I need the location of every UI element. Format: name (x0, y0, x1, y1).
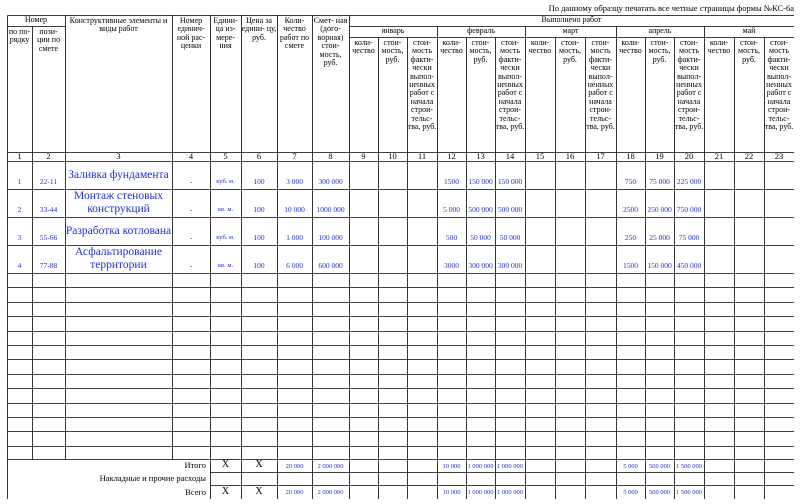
vsego-feb-qty: 10 000 (442, 489, 461, 497)
row-apr-cost: 25 000 (649, 233, 670, 243)
column-number: 18 (626, 152, 635, 161)
column-number: 1 (17, 152, 22, 161)
row-unit: куб. м. (216, 233, 235, 241)
column-number: 4 (188, 152, 194, 161)
month-january: январь (381, 26, 405, 36)
row-feb-qty: 3000 (444, 261, 459, 271)
column-number: 23 (774, 152, 784, 161)
row-apr-fact: 75 000 (678, 233, 700, 243)
vsego-label: Всего (185, 486, 206, 497)
row-rate: - (189, 261, 193, 271)
hdr-po-poryadku: по по- рядку (8, 27, 31, 45)
row-feb-qty: 1500 (444, 177, 459, 187)
row-apr-cost: 150 000 (647, 261, 672, 271)
row-rate: - (189, 177, 193, 187)
row-feb-cost: 50 000 (470, 233, 491, 243)
column-number: 10 (388, 152, 397, 161)
row-apr-cost: 75 000 (649, 177, 670, 187)
row-feb-cost: 500 000 (468, 205, 493, 215)
sub-cost-feb: стои- мость, руб. (469, 38, 492, 64)
hdr-qty: Коли- чество работ по смете (279, 16, 310, 51)
row-cost: 100 000 (318, 233, 343, 243)
itogo-apr-fact: 1 500 000 (676, 463, 702, 471)
row-feb-fact: 150 000 (497, 177, 523, 187)
column-number: 2 (46, 152, 51, 161)
hdr-rascenka: Номер единич- ной рас- ценки (176, 16, 206, 51)
page-note: По данному образцу печатать все четные страницы формы №КС-6а (548, 3, 794, 13)
row-number: 2 (17, 205, 22, 215)
row-position: 77-88 (39, 261, 58, 271)
column-number: 21 (714, 152, 724, 161)
sub-cost-may: стои- мость, руб. (738, 38, 760, 64)
hdr-done: Выполнено работ (541, 15, 602, 25)
hdr-elements: Конструктивные элементы и виды работ (69, 16, 168, 34)
row-apr-qty: 2500 (623, 205, 638, 215)
sub-qty-mar: коли- чество (528, 38, 552, 56)
column-number: 5 (223, 152, 228, 161)
row-position: 55-66 (39, 233, 58, 243)
month-march: март (562, 26, 579, 36)
row-feb-fact: 500 000 (497, 205, 523, 215)
column-number: 19 (655, 152, 664, 161)
itogo-apr-qty: 5 000 (623, 463, 638, 471)
row-price: 100 (253, 205, 265, 215)
sub-qty-may: коли- чество (707, 38, 731, 56)
month-may: май (742, 26, 756, 36)
row-feb-qty: 5 000 (443, 205, 460, 215)
itogo-feb-cost: 1 000 000 (467, 463, 494, 471)
row-rate: - (189, 233, 193, 243)
column-number: 14 (505, 152, 515, 161)
column-number: 17 (596, 152, 605, 161)
row-apr-qty: 750 (624, 177, 637, 187)
column-number: 16 (565, 152, 575, 161)
column-number: 12 (447, 152, 456, 161)
hdr-cost: Смет- ная (дого- ворная) стои- мость, руб. (313, 16, 348, 67)
sub-qty-jan: коли- чество (352, 38, 375, 56)
sub-fact-mar: стои- мость факти- чески выпол- ненных работ с начала строи- тельс- тва, руб. (586, 38, 615, 131)
row-position: 33-44 (39, 205, 58, 215)
column-number: 22 (744, 152, 754, 161)
column-number: 9 (361, 152, 366, 161)
vsego-cost: 2 000 000 (317, 489, 344, 497)
vsego-feb-cost: 1 000 000 (467, 489, 494, 497)
hdr-price: Цена за едини- цу, руб. (241, 16, 277, 42)
work-name: Асфальтирование территории (75, 246, 162, 271)
row-feb-cost: 300 000 (468, 261, 493, 271)
vsego-x-price: X (255, 485, 263, 497)
sub-fact-feb: стои- мость факти- чески выпол- ненных работ с начала строи- тельс- тва, руб. (495, 38, 525, 131)
row-apr-fact: 750 000 (676, 205, 702, 215)
row-unit: куб. м. (216, 177, 235, 185)
row-qty: 1 000 (286, 233, 303, 243)
sub-qty-feb: коли- чество (440, 38, 463, 56)
row-apr-cost: 250 000 (647, 205, 672, 215)
column-number: 20 (684, 152, 694, 161)
itogo-label: Итого (184, 460, 206, 471)
vsego-apr-cost: 500 000 (648, 489, 671, 497)
row-number: 4 (17, 261, 22, 271)
row-price: 100 (253, 177, 265, 187)
sub-fact-apr: стои- мость факти- чески выпол- ненных работ с начала строи- тельс- тва, руб. (674, 38, 704, 131)
overhead-label: Накладные и прочие расходы (99, 473, 206, 484)
work-name: Монтаж стеновых конструкций (74, 190, 163, 215)
row-feb-fact: 300 000 (497, 261, 523, 271)
column-number: 3 (116, 152, 121, 161)
sub-cost-jan: стои- мость, руб. (381, 38, 404, 64)
itogo-x-unit: X (221, 459, 230, 471)
sub-fact-may: стои- мость факти- чески выпол- ненных работ с начала строи- тельс- тва, руб. (764, 38, 794, 131)
work-name: Заливка фундамента (68, 168, 169, 181)
vsego-apr-qty: 5 000 (623, 489, 638, 497)
hdr-nomer: Номер (24, 15, 48, 25)
row-cost: 300 000 (318, 177, 343, 187)
vsego-apr-fact: 1 500 000 (676, 489, 702, 497)
itogo-x-price: X (255, 459, 263, 471)
row-apr-fact: 450 000 (676, 261, 702, 271)
row-number: 1 (17, 177, 22, 187)
itogo-cost: 2 000 000 (317, 463, 344, 471)
sub-fact-jan: стои- мость факти- чески выпол- ненных работ с начала строи- тельс- тва, руб. (407, 38, 437, 131)
vsego-qty: 20 000 (285, 489, 304, 497)
itogo-feb-fact: 1 000 000 (497, 463, 523, 471)
itogo-qty: 20 000 (285, 463, 304, 471)
work-name: Разработка котлована (65, 224, 172, 237)
column-number: 13 (476, 152, 485, 161)
row-qty: 6 000 (286, 261, 303, 271)
row-cost: 1000 000 (316, 205, 345, 215)
sub-qty-apr: коли- чество (619, 38, 642, 56)
vsego-x-unit: X (221, 485, 230, 497)
ks6a-table (7, 15, 794, 499)
row-qty: 3 000 (286, 177, 303, 187)
row-rate: - (189, 205, 193, 215)
row-position: 22-11 (39, 177, 58, 187)
column-number: 15 (535, 152, 545, 161)
row-apr-qty: 250 (624, 233, 637, 243)
row-apr-fact: 225 000 (676, 177, 702, 187)
vsego-feb-fact: 1 000 000 (497, 489, 523, 497)
itogo-apr-cost: 500 000 (648, 463, 671, 471)
row-unit: кв. м. (217, 205, 234, 213)
row-price: 100 (253, 233, 265, 243)
month-april: апрель (648, 26, 672, 36)
row-feb-cost: 150 000 (468, 177, 493, 187)
row-qty: 10 000 (284, 205, 305, 215)
hdr-unit: Едини- ца из- мере- ния (213, 16, 238, 51)
row-feb-qty: 500 (445, 233, 458, 243)
column-number: 11 (417, 152, 427, 161)
column-number: 8 (328, 152, 333, 161)
itogo-feb-qty: 10 000 (442, 463, 461, 471)
row-number: 3 (17, 233, 22, 243)
row-unit: кв. м. (217, 261, 234, 269)
column-number: 6 (256, 152, 262, 161)
hdr-po-smete: пози- ции по смете (36, 27, 61, 53)
row-feb-fact: 50 000 (499, 233, 521, 243)
month-february: февраль (467, 26, 495, 36)
sub-cost-mar: стои- мость, руб. (559, 38, 581, 64)
row-cost: 600 000 (318, 261, 343, 271)
sub-cost-apr: стои- мость, руб. (648, 38, 671, 64)
row-price: 100 (253, 261, 265, 271)
row-apr-qty: 1500 (623, 261, 638, 271)
column-number: 7 (292, 152, 297, 161)
